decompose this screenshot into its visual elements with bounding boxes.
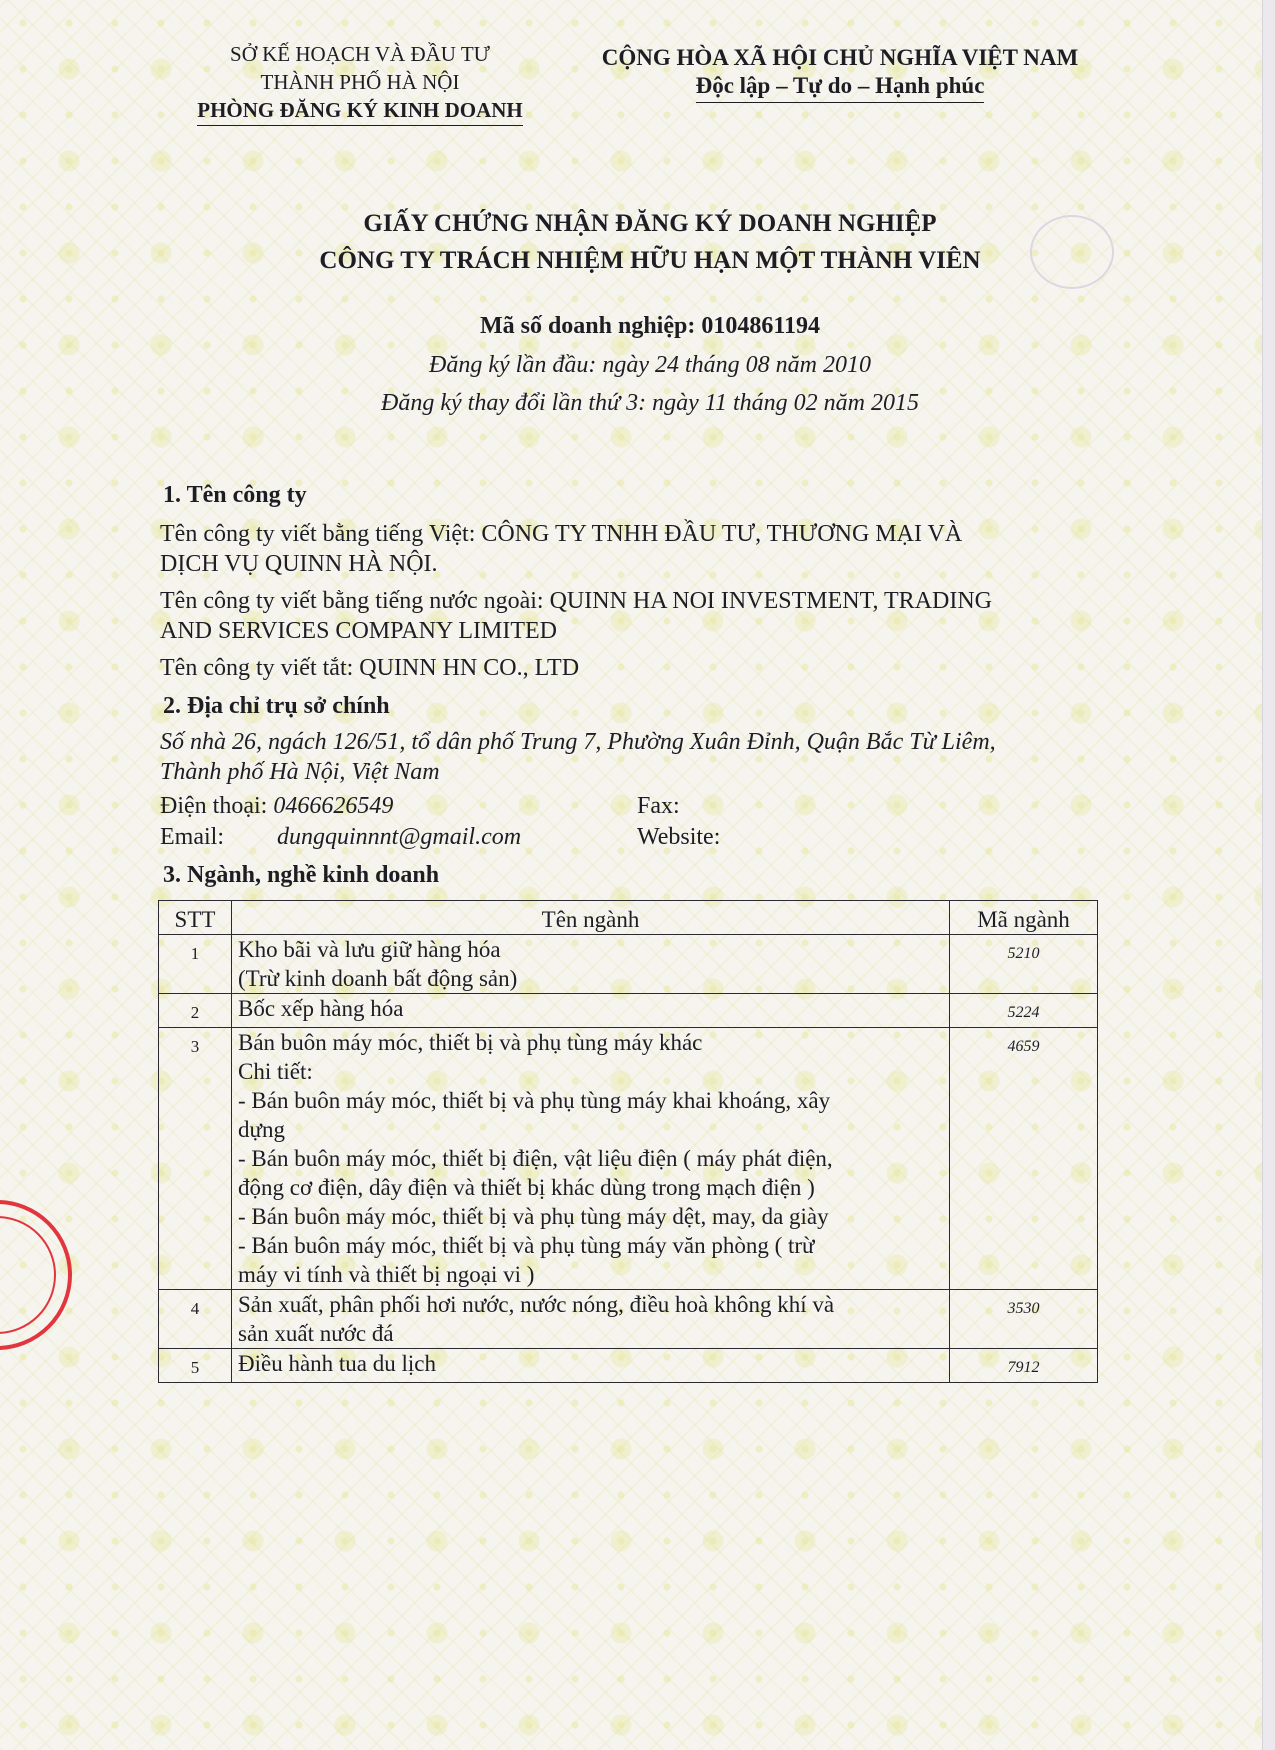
table-header-row xyxy=(159,901,1098,935)
row-name-line: - Bán buôn máy móc, thiết bị và phụ tùng máy dệt, may, da giày xyxy=(238,1204,829,1229)
row-name-line: - Bán buôn máy móc, thiết bị điện, vật liệu điện ( máy phát điện, xyxy=(238,1146,833,1171)
phone-value: 0466626549 xyxy=(273,793,394,819)
table-row xyxy=(159,1028,1098,1290)
table-row xyxy=(159,994,1098,1028)
document-title-line-2: CÔNG TY TRÁCH NHIỆM HỮU HẠN MỘT THÀNH VIÊN xyxy=(319,247,981,274)
company-name-vn-line-2: DỊCH VỤ QUINN HÀ NỘI. xyxy=(160,551,438,577)
row-name-line: Kho bãi và lưu giữ hàng hóa xyxy=(238,937,501,962)
row-name-line: máy vi tính và thiết bị ngoại vi ) xyxy=(238,1262,535,1287)
website-label: Website: xyxy=(637,824,721,850)
row-name-line: - Bán buôn máy móc, thiết bị và phụ tùng máy khai khoáng, xây xyxy=(238,1088,831,1113)
national-title: CỘNG HÒA XÃ HỘI CHỦ NGHĨA VIỆT NAM xyxy=(601,45,1079,70)
row-name xyxy=(232,994,950,1028)
fax-label: Fax: xyxy=(637,793,680,819)
scan-border xyxy=(1262,0,1275,1750)
issuer-header xyxy=(150,40,570,126)
row-name-line: - Bán buôn máy móc, thiết bị và phụ tùng máy văn phòng ( trừ xyxy=(238,1233,815,1258)
row-name-line: Chi tiết: xyxy=(238,1059,313,1084)
row-name-line: Điều hành tua du lịch xyxy=(238,1351,437,1376)
address-line-1: Số nhà 26, ngách 126/51, tổ dân phố Trung 7, Phường Xuân Đỉnh, Quận Bắc Từ Liêm, xyxy=(160,729,996,755)
row-name-line: Sản xuất, phân phối hơi nước, nước nóng, điều hoà không khí và xyxy=(238,1292,835,1317)
row-name xyxy=(232,1028,950,1290)
row-code: 5210 xyxy=(950,935,1098,994)
issuer-line-1: SỞ KẾ HOẠCH VÀ ĐẦU TƯ xyxy=(230,42,490,66)
email-value: dungquinnnt@gmail.com xyxy=(277,824,522,850)
row-code: 7912 xyxy=(950,1349,1098,1383)
official-stamp-ring xyxy=(0,1216,56,1334)
enterprise-code xyxy=(150,313,1150,340)
enterprise-code-label: Mã số doanh nghiệp: xyxy=(479,313,696,339)
company-name-foreign-line-2: AND SERVICES COMPANY LIMITED xyxy=(160,618,557,644)
email-label: Email: xyxy=(160,824,224,850)
row-stt: 3 xyxy=(159,1028,232,1290)
row-stt: 4 xyxy=(159,1290,232,1349)
document-title-line-1: GIẤY CHỨNG NHẬN ĐĂNG KÝ DOANH NGHIỆP xyxy=(363,210,937,237)
phone-row xyxy=(160,791,393,821)
company-name-vn-line-1: Tên công ty viết bằng tiếng Việt: CÔNG TY TNHH ĐẦU TƯ, THƯƠNG MẠI VÀ xyxy=(160,521,963,547)
issuer-line-3: PHÒNG ĐĂNG KÝ KINH DOANH xyxy=(197,96,523,126)
table-row xyxy=(159,1290,1098,1349)
business-lines-table xyxy=(158,900,1098,1383)
row-name xyxy=(232,935,950,994)
row-code: 5224 xyxy=(950,994,1098,1028)
first-registration-date: Đăng ký lần đầu: ngày 24 tháng 08 năm 2010 xyxy=(429,352,871,378)
row-name-line: dựng xyxy=(238,1117,285,1142)
row-stt: 5 xyxy=(159,1349,232,1383)
company-name-foreign-line-1: Tên công ty viết bằng tiếng nước ngoài: QUINN HA NOI INVESTMENT, TRADING xyxy=(160,588,993,614)
column-header-name: Tên ngành xyxy=(232,901,950,935)
enterprise-code-value: 0104861194 xyxy=(701,313,821,339)
row-code: 4659 xyxy=(950,1028,1098,1290)
issuer-line-2: THÀNH PHỐ HÀ NỘI xyxy=(260,70,460,94)
section-3-heading: 3. Ngành, nghề kinh doanh xyxy=(163,862,440,888)
section-1-heading: 1. Tên công ty xyxy=(163,482,307,508)
row-name xyxy=(232,1290,950,1349)
table-row xyxy=(159,935,1098,994)
row-stt: 2 xyxy=(159,994,232,1028)
row-name-line: sản xuất nước đá xyxy=(238,1321,394,1346)
change-registration-date: Đăng ký thay đổi lần thứ 3: ngày 11 tháng 02 năm 2015 xyxy=(381,390,919,416)
row-name-line: Bốc xếp hàng hóa xyxy=(238,996,404,1021)
national-header xyxy=(590,44,1090,103)
table-row xyxy=(159,1349,1098,1383)
row-name-line: (Trừ kinh doanh bất động sản) xyxy=(238,966,518,991)
company-name-short: Tên công ty viết tắt: QUINN HN CO., LTD xyxy=(160,655,580,681)
column-header-stt: STT xyxy=(159,901,232,935)
row-stt: 1 xyxy=(159,935,232,994)
row-code: 3530 xyxy=(950,1290,1098,1349)
address-line-2: Thành phố Hà Nội, Việt Nam xyxy=(160,759,440,785)
national-motto: Độc lập – Tự do – Hạnh phúc xyxy=(696,72,985,103)
column-header-code: Mã ngành xyxy=(950,901,1098,935)
section-2-heading: 2. Địa chỉ trụ sở chính xyxy=(163,693,390,719)
row-name xyxy=(232,1349,950,1383)
row-name-line: Bán buôn máy móc, thiết bị và phụ tùng máy khác xyxy=(238,1030,703,1055)
row-name-line: động cơ điện, dây điện và thiết bị khác dùng trong mạch điện ) xyxy=(238,1175,815,1200)
phone-label: Điện thoại: xyxy=(160,793,268,819)
